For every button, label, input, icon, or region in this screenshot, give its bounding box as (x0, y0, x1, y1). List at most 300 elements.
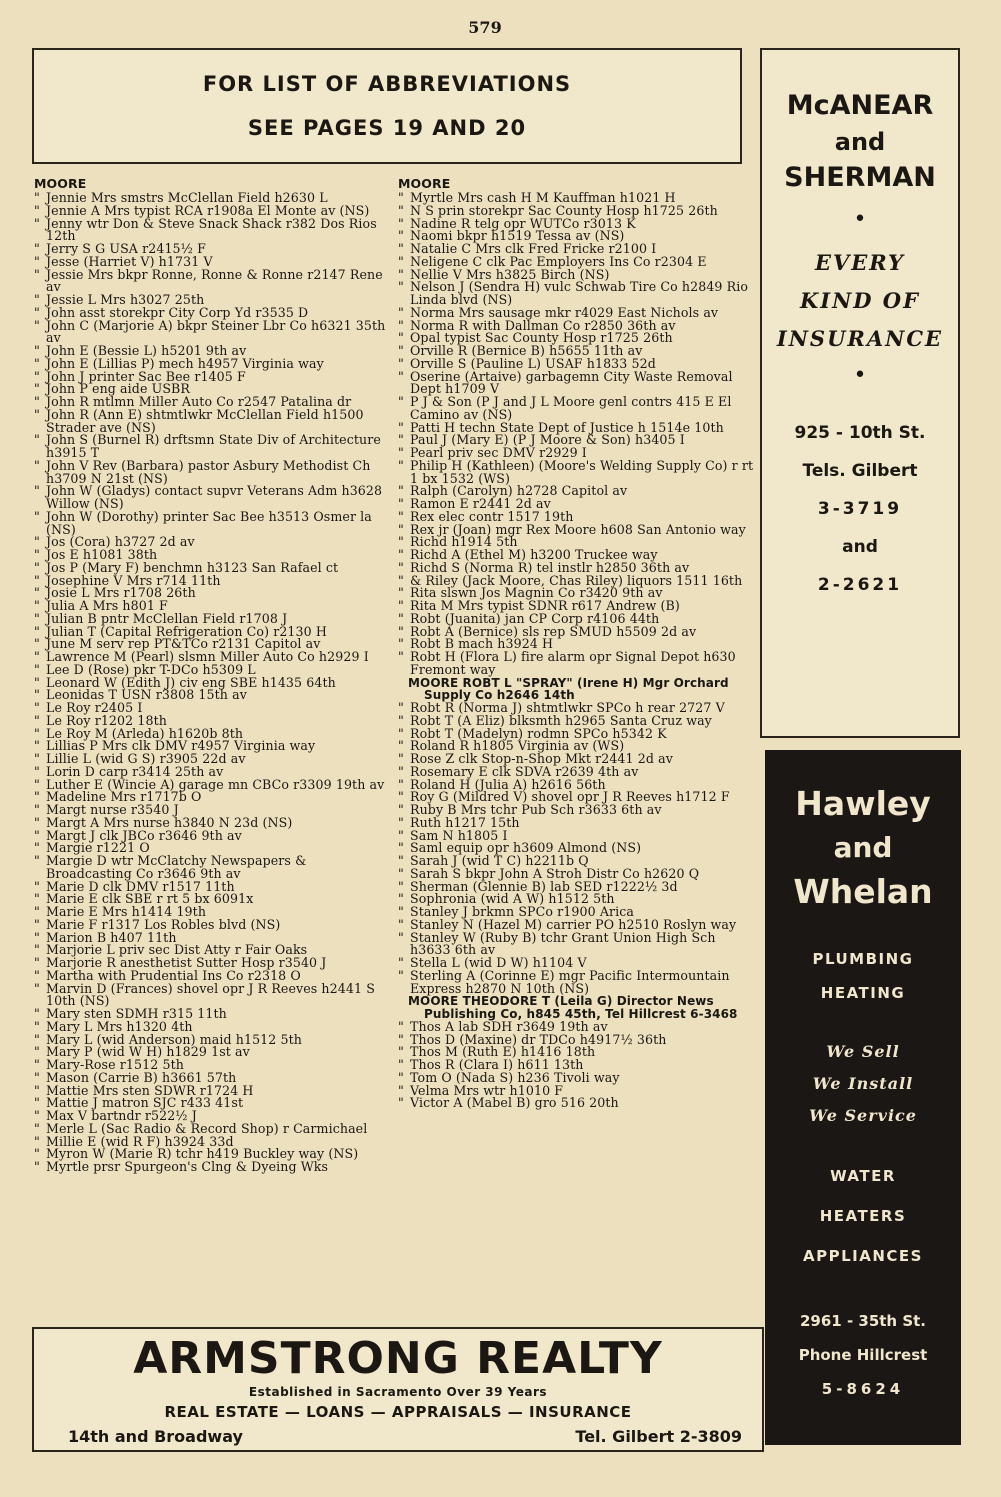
entry-text: Tom O (Nada S) h236 Tivoli way (410, 1069, 620, 1085)
ditto-mark: " (398, 878, 404, 894)
entry-text: John E (Bessie L) h5201 9th av (46, 343, 247, 358)
entry-text: Lillias P Mrs clk DMV r4957 Virginia way (46, 738, 316, 754)
entry-text: John R mtlmn Miller Auto Co r2547 Patalina dr (46, 394, 352, 409)
entry-text: Marie D clk DMV r1517 11th (46, 878, 235, 894)
directory-entry (398, 1097, 758, 1110)
entry-list (34, 192, 396, 1174)
ditto-mark: " (398, 394, 404, 409)
entry-text: Le Roy r1202 18th (46, 712, 167, 728)
entry-text: Ramon E r2441 2d av (410, 496, 551, 511)
ditto-mark: " (34, 674, 40, 690)
entry-text: Myrtle prsr Spurgeon's Clng & Dyeing Wks (46, 1159, 329, 1174)
ditto-mark: " (34, 190, 40, 205)
ditto-mark: " (398, 712, 404, 728)
entry-text: Mary-Rose r1512 5th (46, 1057, 184, 1072)
entry-text: Jennie Mrs smstrs McClellan Field h2630 L (46, 190, 328, 205)
entry-list (398, 702, 758, 995)
ditto-mark: " (398, 598, 404, 613)
entry-text: Robt T (A Eliz) blksmth h2965 Santa Cruz way (410, 712, 712, 728)
entry-text: Julian T (Capital Refrigeration Co) r2130 H (46, 623, 327, 639)
entry-text: John P eng aide USBR (46, 381, 190, 397)
entry-text: Patti H techn State Dept of Justice h 1514e 10th (410, 419, 724, 435)
entry-text: Orville R (Bernice B) h5655 11th av (410, 343, 643, 358)
entry-text: N S prin storekpr Sac County Hosp h1725 26th (410, 202, 718, 218)
ditto-mark: " (398, 1018, 404, 1034)
ditto-mark: " (398, 929, 404, 945)
ditto-mark: " (34, 891, 40, 907)
entry-text: Jos E h1081 38th (46, 547, 158, 562)
entry-text: Roy G (Mildred V) shovel opr J R Reeves h1712 F (410, 789, 730, 805)
ditto-mark: " (398, 202, 404, 218)
ditto-mark: " (34, 661, 40, 677)
entry-text: Naomi bkpr h1519 Tessa av (NS) (410, 228, 625, 244)
ditto-mark: " (34, 942, 40, 958)
column-heading: MOORE (34, 176, 87, 191)
entry-text: Leonard W (Edith J) civ eng SBE h1435 64th (46, 674, 336, 690)
entry-text: Philip H (Kathleen) (Moore's Welding Supply Co) r rt 1 bx 1532 (WS) (410, 457, 754, 486)
hawley-whelan-ad (765, 750, 961, 1445)
ditto-mark: " (398, 317, 404, 333)
entry-text: & Riley (Jack Moore, Chas Riley) liquors 1511 16th (410, 572, 743, 588)
entry-text: Roland H (Julia A) h2616 56th (410, 776, 606, 792)
entry-text: Jos (Cora) h3727 2d av (46, 534, 195, 550)
ditto-mark: " (398, 534, 404, 550)
directory-entry (34, 317, 396, 346)
ditto-mark: " (398, 865, 404, 881)
entry-text: Martha with Prudential Ins Co r2318 O (46, 967, 301, 983)
entry-text: Leonidas T USN r3808 15th av (46, 687, 247, 703)
entry-text: Lee D (Rose) pkr T-DCo h5309 L (46, 661, 256, 677)
ad-tagline: EVERY (814, 250, 906, 275)
entry-text: Robt A (Bernice) sls rep SMUD h5509 2d av (410, 623, 697, 639)
ditto-mark: " (398, 355, 404, 371)
entry-text: Rex elec contr 1517 19th (410, 508, 574, 524)
ditto-mark: " (398, 1057, 404, 1072)
ditto-mark: " (34, 649, 40, 664)
ditto-mark: " (34, 814, 40, 830)
bullet-icon: • (853, 207, 867, 232)
ditto-mark: " (398, 814, 404, 830)
ditto-mark: " (34, 840, 40, 856)
entry-text: Stanley W (Ruby B) tchr Grant Union High Sch h3633 6th av (410, 929, 716, 958)
ditto-mark: " (34, 763, 40, 779)
entry-text: Ruby B Mrs tchr Pub Sch r3633 6th av (410, 802, 662, 817)
ditto-mark: " (34, 853, 40, 868)
ditto-mark: " (34, 1057, 40, 1072)
abbreviations-line1: FOR LIST OF ABBREVIATIONS (202, 72, 572, 96)
ditto-mark: " (34, 394, 40, 409)
ad-address: 2961 - 35th St. (799, 1312, 927, 1330)
ditto-mark: " (34, 1120, 40, 1136)
ditto-mark: " (398, 368, 404, 384)
entry-text: Millie E (wid R F) h3924 33d (46, 1133, 234, 1149)
directory-entry (398, 967, 758, 996)
entry-text: Marjorie L priv sec Dist Atty r Fair Oaks (46, 942, 308, 958)
entry-text: John J printer Sac Bee r1405 F (46, 368, 246, 384)
ditto-mark: " (398, 1031, 404, 1047)
entry-text: Jesse (Harriet V) h1731 V (46, 253, 213, 269)
entry-text: Marie E Mrs h1414 19th (46, 904, 207, 919)
directory-entry (34, 266, 396, 295)
directory-entry (34, 406, 396, 435)
entry-text: Margt nurse r3540 J (46, 802, 179, 817)
ditto-mark: " (34, 1095, 40, 1111)
entry-text: Roland R h1805 Virginia av (WS) (410, 738, 625, 754)
ad-address: 925 - 10th St. (794, 423, 926, 443)
ditto-mark: " (34, 432, 40, 448)
entry-text: Sterling A (Corinne E) mgr Pacific Intermountain Express h2870 N 10th (NS) (410, 967, 730, 996)
entry-text: Sherman (Glennie B) lab SED r1222½ 3d (410, 878, 678, 894)
entry-text: Robt (Juanita) jan CP Corp r4106 44th (410, 610, 660, 626)
ditto-mark: " (34, 292, 40, 307)
ditto-mark: " (398, 266, 404, 282)
entry-text: Myrtle Mrs cash H M Kauffman h1021 H (410, 190, 676, 205)
ditto-mark: " (398, 343, 404, 358)
directory-entry (34, 1161, 396, 1174)
entry-text: Margt A Mrs nurse h3840 N 23d (NS) (46, 814, 293, 830)
ditto-mark: " (34, 802, 40, 817)
entry-text: Marvin D (Frances) shovel opr J R Reeves h2441 S 10th (NS) (46, 980, 375, 1009)
entry-text: Robt H (Flora L) fire alarm opr Signal Depot h630 Fremont way (410, 649, 736, 677)
ad-product: WATER (830, 1167, 896, 1185)
ditto-mark: " (398, 241, 404, 256)
entry-text: Thos A lab SDH r3649 19th av (410, 1018, 608, 1034)
ditto-mark: " (34, 687, 40, 703)
ditto-mark: " (34, 738, 40, 754)
ad-name: ARMSTRONG REALTY (133, 1333, 663, 1384)
ditto-mark: " (34, 955, 40, 970)
ditto-mark: " (34, 712, 40, 728)
entry-text: Thos R (Clara I) h611 13th (410, 1057, 584, 1072)
entry-text: Robt R (Norma J) shtmtlwkr SPCo h rear 2727 V (410, 700, 725, 715)
entry-text: Thos D (Maxine) dr TDCo h4917½ 36th (410, 1031, 667, 1047)
ad-established: Established in Sacramento Over 39 Years (248, 1385, 548, 1399)
entry-text: Josephine V Mrs r714 11th (46, 572, 221, 588)
bullet-icon: • (853, 363, 867, 388)
ditto-mark: " (398, 445, 404, 460)
ad-tagline: We Sell (826, 1042, 900, 1061)
directory-entry (398, 457, 758, 486)
entry-text: Sarah S bkpr John A Stroh Distr Co h2620 Q (410, 865, 700, 881)
ditto-mark: " (398, 955, 404, 970)
entry-text: Julia A Mrs h801 F (46, 598, 168, 613)
ditto-mark: " (34, 457, 40, 473)
ditto-mark: " (34, 1044, 40, 1060)
ditto-mark: " (398, 483, 404, 499)
entry-text: Jessie L Mrs h3027 25th (46, 292, 205, 307)
ad-name: SHERMAN (784, 162, 936, 193)
entry-text: Margie r1221 O (46, 840, 150, 856)
directory-entry (34, 855, 396, 881)
entry-text: Mary P (wid W H) h1829 1st av (46, 1044, 250, 1060)
ditto-mark: " (398, 763, 404, 779)
ditto-mark: " (398, 419, 404, 435)
entry-text: Richd S (Norma R) tel instlr h2850 36th av (410, 559, 690, 575)
ditto-mark: " (34, 610, 40, 626)
entry-text: Josie L Mrs r1708 26th (46, 585, 196, 601)
entry-text: Velma Mrs wtr h1010 F (410, 1082, 564, 1098)
ad-product: APPLIANCES (803, 1247, 923, 1265)
ditto-mark: " (34, 483, 40, 499)
ditto-mark: " (34, 215, 40, 231)
entry-text: Jenny wtr Don & Steve Snack Shack r382 Dos Rios 12th (46, 215, 377, 244)
ditto-mark: " (398, 725, 404, 741)
ditto-mark: " (398, 547, 404, 562)
ditto-mark: " (398, 636, 404, 652)
ditto-mark: " (34, 1006, 40, 1021)
ditto-mark: " (34, 929, 40, 945)
entry-text: Marjorie R anesthetist Sutter Hosp r3540 J (46, 955, 327, 970)
entry-text: Stanley N (Hazel M) carrier PO h2510 Roslyn way (410, 916, 737, 932)
directory-entry (398, 651, 758, 677)
ditto-mark: " (398, 279, 404, 295)
entry-text: Stanley J brkmn SPCo r1900 Arica (410, 904, 635, 919)
page-number: 579 (468, 18, 502, 37)
ditto-mark: " (34, 827, 40, 843)
entry-text: Natalie C Mrs clk Fred Fricke r2100 I (410, 241, 657, 256)
ditto-mark: " (34, 304, 40, 320)
entry-text: Margie D wtr McClatchy Newspapers & Broadcasting Co r3646 9th av (46, 853, 307, 881)
ditto-mark: " (398, 827, 404, 843)
ditto-mark: " (34, 1108, 40, 1123)
entry-text: Julian B pntr McClellan Field r1708 J (46, 610, 288, 626)
ditto-mark: " (34, 534, 40, 550)
ditto-mark: " (34, 1069, 40, 1085)
ditto-mark: " (34, 1018, 40, 1034)
entry-text: Marion B h407 11th (46, 929, 177, 945)
ditto-mark: " (398, 967, 404, 983)
entry-text: Jerry S G USA r2415½ F (46, 241, 206, 256)
entry-text: Sam N h1805 I (410, 827, 508, 843)
column-heading: MOORE (398, 176, 451, 191)
ad-name: Whelan (793, 872, 933, 911)
ditto-mark: " (398, 304, 404, 320)
ad-and: and (842, 537, 878, 557)
entry-text: Lawrence M (Pearl) slsmn Miller Auto Co h2929 I (46, 649, 369, 664)
entry-text: Robt B mach h3924 H (410, 636, 554, 652)
ditto-mark: " (34, 636, 40, 652)
entry-text: Victor A (Mabel B) gro 516 20th (410, 1095, 619, 1111)
entry-text: Neligene C clk Pac Employers Ins Co r2304 E (410, 253, 707, 269)
entry-text: Mattie J matron SJC r433 41st (46, 1095, 244, 1111)
entry-text: Myron W (Marie R) tchr h419 Buckley way (NS) (46, 1146, 359, 1162)
ad-phone: Tel. Gilbert 2-3809 (575, 1427, 742, 1446)
entry-text: John W (Dorothy) printer Sac Bee h3513 Osmer la (NS) (46, 508, 372, 537)
entry-text: Madeline Mrs r1717b O (46, 789, 202, 805)
directory-entry (34, 980, 396, 1009)
ditto-mark: " (34, 547, 40, 562)
entry-text: John C (Marjorie A) bkpr Steiner Lbr Co h6321 35th av (46, 317, 386, 346)
ad-and: and (834, 128, 886, 156)
entry-text: Merle L (Sac Radio & Record Shop) r Carmichael (46, 1120, 368, 1136)
entry-text: John R (Ann E) shtmtlwkr McClellan Field h1500 Strader ave (NS) (46, 406, 364, 435)
bold-listing: MOORE THEODORE T (Leila G) Director News Publishing Co, h845 45th, Tel Hillcrest 6-3468 (408, 994, 738, 1021)
ditto-mark: " (34, 572, 40, 588)
ditto-mark: " (34, 508, 40, 524)
ditto-mark: " (398, 1082, 404, 1098)
ditto-mark: " (34, 623, 40, 639)
ditto-mark: " (398, 253, 404, 269)
ditto-mark: " (398, 432, 404, 448)
directory-entry (34, 434, 396, 460)
entry-text: John V Rev (Barbara) pastor Asbury Methodist Ch h3709 N 21st (NS) (46, 457, 371, 486)
ditto-mark: " (34, 776, 40, 792)
ditto-mark: " (398, 190, 404, 205)
ditto-mark: " (398, 789, 404, 805)
ditto-mark: " (398, 649, 404, 664)
ditto-mark: " (34, 980, 40, 996)
ditto-mark: " (398, 559, 404, 575)
entry-list (398, 1018, 758, 1111)
entry-text: Norma R with Dallman Co r2850 36th av (410, 317, 676, 333)
entry-text: Nelson J (Sendra H) vulc Schwab Tire Co h2849 Rio Linda blvd (NS) (410, 279, 749, 307)
ad-name: McANEAR (786, 90, 934, 121)
entry-text: Marie E clk SBE r rt 5 bx 6091x (46, 891, 254, 907)
ditto-mark: " (398, 623, 404, 639)
ditto-mark: " (398, 610, 404, 626)
ad-name: Hawley (795, 784, 931, 823)
entry-text: John E (Lillias P) mech h4957 Virginia way (46, 355, 324, 371)
ad-tels: Tels. Gilbert (802, 461, 918, 481)
ad-and: and (833, 831, 893, 864)
ditto-mark: " (34, 317, 40, 333)
ditto-mark: " (34, 1146, 40, 1162)
abbreviations-line2: SEE PAGES 19 AND 20 (247, 116, 527, 140)
ditto-mark: " (34, 585, 40, 601)
ad-tagline: We Service (809, 1106, 917, 1125)
ditto-mark: " (34, 904, 40, 919)
ditto-mark: " (34, 381, 40, 397)
ditto-mark: " (34, 202, 40, 218)
ditto-mark: " (398, 891, 404, 907)
ditto-mark: " (398, 496, 404, 511)
entry-text: Jos P (Mary F) benchmn h3123 San Rafael ct (46, 559, 339, 575)
ditto-mark: " (398, 700, 404, 715)
entry-text: Ralph (Carolyn) h2728 Capitol av (410, 483, 628, 499)
ditto-mark: " (398, 840, 404, 856)
ditto-mark: " (34, 253, 40, 269)
entry-text: Rita M Mrs typist SDNR r617 Andrew (B) (410, 598, 680, 613)
entry-text: Lorin D carp r3414 25th av (46, 763, 224, 779)
entry-text: Mary L (wid Anderson) maid h1512 5th (46, 1031, 302, 1047)
ditto-mark: " (34, 1082, 40, 1098)
ditto-mark: " (34, 1031, 40, 1047)
entry-text: Mary sten SDMH r315 11th (46, 1006, 227, 1021)
entry-text: Paul J (Mary E) (P J Moore & Son) h3405 I (410, 432, 685, 448)
ditto-mark: " (34, 355, 40, 371)
entry-text: Mason (Carrie B) h3661 57th (46, 1069, 237, 1085)
entry-text: Nadine R telg opr WUTCo r3013 K (410, 215, 636, 231)
ditto-mark: " (398, 215, 404, 231)
entry-text: Opal typist Sac County Hosp r1725 26th (410, 330, 673, 346)
ditto-mark: " (34, 789, 40, 805)
entry-text: Margt J clk JBCo r3646 9th av (46, 827, 242, 843)
ditto-mark: " (34, 1133, 40, 1149)
ad-phone: 5-8624 (821, 1380, 905, 1398)
entry-text: Oserine (Artaive) garbagemn City Waste Removal Dept h1709 V (410, 368, 733, 397)
ad-services: REAL ESTATE — LOANS — APPRAISALS — INSURANCE (164, 1403, 632, 1421)
directory-column-right (398, 178, 758, 1110)
ditto-mark: " (34, 967, 40, 983)
directory-entry (34, 508, 396, 537)
ditto-mark: " (398, 457, 404, 473)
ditto-mark: " (34, 559, 40, 575)
ditto-mark: " (34, 700, 40, 715)
ditto-mark: " (398, 853, 404, 868)
ad-tagline: INSURANCE (776, 326, 944, 351)
directory-entry (398, 368, 758, 397)
ad-service: HEATING (820, 984, 906, 1002)
ditto-mark: " (398, 904, 404, 919)
entry-text: Rex jr (Joan) mgr Rex Moore h608 San Antonio way (410, 521, 746, 537)
entry-text: Robt T (Madelyn) rodmn SPCo h5342 K (410, 725, 667, 741)
directory-entry (398, 929, 758, 958)
entry-text: Lillie L (wid G S) r3905 22d av (46, 751, 246, 766)
ditto-mark: " (398, 521, 404, 537)
ad-phone: 3-3719 (817, 499, 903, 519)
entry-text: Luther E (Wincie A) garage mn CBCo r3309 19th av (46, 776, 385, 792)
directory-entry (398, 281, 758, 307)
ditto-mark: " (398, 802, 404, 817)
entry-text: Pearl priv sec DMV r2929 I (410, 445, 587, 460)
ditto-mark: " (34, 751, 40, 766)
ditto-mark: " (34, 266, 40, 282)
entry-text: Max V bartndr r522½ J (46, 1108, 197, 1123)
ditto-mark: " (398, 1044, 404, 1060)
ditto-mark: " (34, 1159, 40, 1174)
entry-text: P J & Son (P J and J L Moore genl contrs 415 E El Camino av (NS) (410, 394, 732, 422)
ad-product: HEATERS (819, 1207, 907, 1225)
directory-entry (34, 215, 396, 244)
entry-text: Nellie V Mrs h3825 Birch (NS) (410, 266, 610, 282)
ditto-mark: " (398, 751, 404, 766)
ditto-mark: " (34, 598, 40, 613)
directory-entry (34, 457, 396, 486)
ditto-mark: " (398, 572, 404, 588)
entry-text: John S (Burnel R) drftsmn State Div of Architecture h3915 T (46, 432, 381, 460)
ditto-mark: " (34, 241, 40, 256)
mcanear-sherman-ad (760, 48, 960, 738)
ad-phone-label: Phone Hillcrest (798, 1346, 928, 1364)
entry-text: Sarah J (wid T C) h2211b Q (410, 853, 589, 868)
ditto-mark: " (398, 228, 404, 244)
entry-text: Orville S (Pauline L) USAF h1833 52d (410, 355, 656, 371)
ditto-mark: " (34, 725, 40, 741)
ditto-mark: " (34, 343, 40, 358)
directory-entry (34, 485, 396, 511)
ditto-mark: " (34, 916, 40, 932)
entry-text: Richd A (Ethel M) h3200 Truckee way (410, 547, 658, 562)
armstrong-realty-ad (32, 1327, 764, 1452)
entry-text: June M serv rep PT&TCo r2131 Capitol av (46, 636, 321, 652)
entry-text: Stella L (wid D W) h1104 V (410, 955, 587, 970)
ditto-mark: " (398, 916, 404, 932)
entry-text: Richd h1914 5th (410, 534, 518, 550)
ditto-mark: " (34, 368, 40, 384)
directory-entry (398, 396, 758, 422)
entry-text: Norma Mrs sausage mkr r4029 East Nichols av (410, 304, 719, 320)
entry-text: Ruth h1217 15th (410, 814, 520, 830)
ditto-mark: " (398, 1095, 404, 1111)
ad-tagline: We Install (812, 1074, 914, 1093)
entry-text: Mary L Mrs h1320 4th (46, 1018, 193, 1034)
entry-text: John W (Gladys) contact supvr Veterans Adm h3628 Willow (NS) (46, 483, 383, 511)
ditto-mark: " (398, 738, 404, 754)
entry-list (398, 192, 758, 677)
ad-address: 14th and Broadway (68, 1427, 243, 1446)
ditto-mark: " (34, 878, 40, 894)
bold-listing: MOORE ROBT L "SPRAY" (Irene H) Mgr Orchard Supply Co h2646 14th (408, 675, 729, 703)
